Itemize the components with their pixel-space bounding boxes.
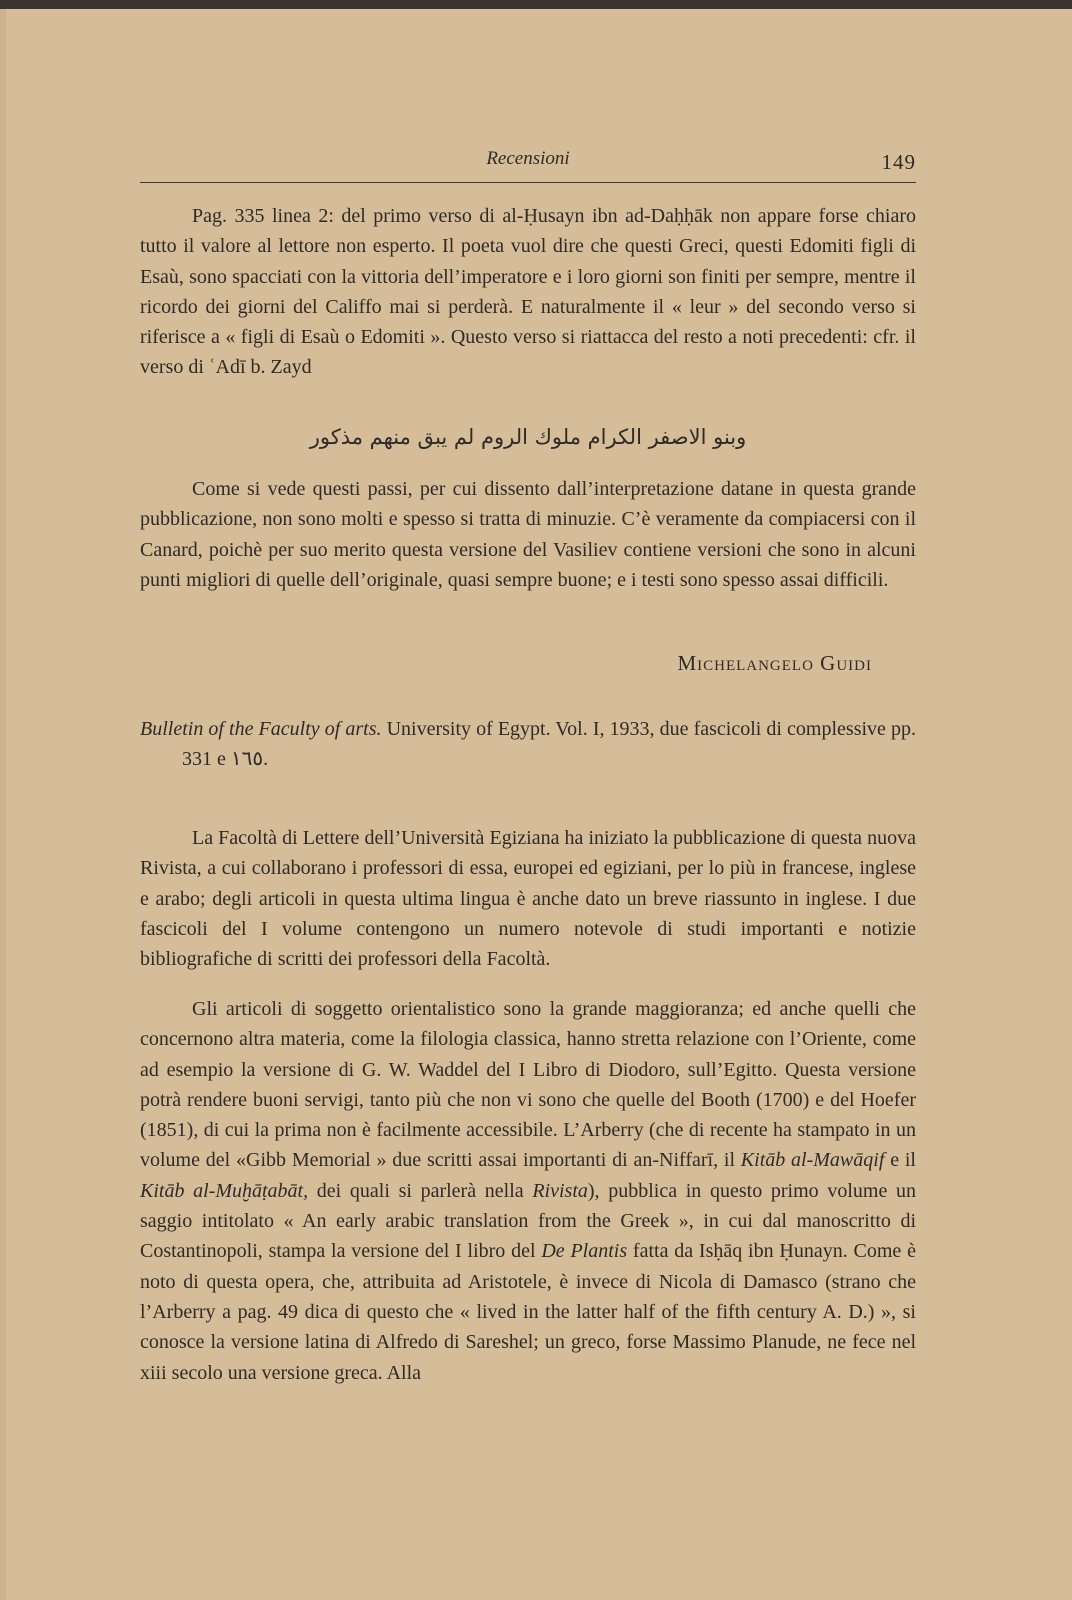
running-title: Recensioni [486, 148, 570, 169]
paragraph-3-text: La Facoltà di Lettere dell’Università Egiziana ha iniziato la pubblicazione di questa nuova Rivista, a cui collaborano i professori di essa, europei ed egiziani, per lo più in francese, inglese e arabo; degli articoli in questa ultima lingua è anche dato un breve riassunto in inglese. I due fascicoli del I volume contengono un numero notevole di studi importanti e notizie bibliografiche di scritti dei professori della Facoltà. [140, 827, 916, 971]
p4-segment-1: Gli articoli di soggetto orientalistico sono la grande maggioranza; ed anche quelli che concernono altra materia, come la filologia classica, hanno stretta relazione con l’Oriente, come ad esempio la versione di G. W. Waddel del I Libro di Diodoro, sull’Egitto. Questa versione potrà rendere buoni servigi, tanto più che non vi sono che quelle del Booth (1700) e del Hoefer (1851), di cui la prima non è facilmente accessibile. L’Arberry (che di recente ha stampato in un volume del «Gibb Memorial » due scritti assai importanti di an-Niffarī, il [140, 998, 916, 1172]
p4-italic-4: De Plantis [541, 1240, 628, 1263]
header-rule [140, 182, 916, 183]
p4-segment-4: ), pubblica in questo primo volume un saggio intitolato « An early arabic translation from the Greek », in cui dal manoscritto di Costantinopoli, stampa la versione del I libro del [140, 1179, 916, 1263]
p4-segment-2: e il [884, 1149, 916, 1172]
running-head [140, 148, 916, 180]
paragraph-3 [140, 823, 916, 974]
review-title-rest: University of Egypt. Vol. I, 1933, due fascicoli di complessive pp. 331 e ١٦٥. [182, 718, 916, 771]
p4-italic-2: Kitāb al-Muḫāṭabāt, [140, 1179, 309, 1202]
paragraph-2-text: Come si vede questi passi, per cui dissento dall’interpretazione datane in questa grande pubblicazione, non sono molti e spesso si tratta di minuzie. C’è veramente da compiacersi con il Canard, poichè per suo merito questa versione del Vasiliev contiene versioni che sono in alcuni punti migliori di quelle dell’originale, quasi sempre buone; e i testi sono spesso assai difficili. [140, 478, 916, 591]
reviewer-signature: Michelangelo Guidi [677, 651, 872, 675]
review-title-italic: Bulletin of the Faculty of arts. [140, 718, 382, 740]
p4-segment-3: dei quali si parlerà nella [308, 1179, 533, 1202]
arabic-verse: وبنو الاصفر الكرام ملوك الروم لم يبق منهم مذكور [309, 425, 747, 449]
paragraph-1-text: Pag. 335 linea 2: del primo verso di al-Ḥusayn ibn ad-Daḥḥāk non appare forse chiaro tutto il valore al lettore non esperto. Il poeta vuol dire che questi Greci, questi Edomiti figli di Esaù, sono spacciati con la vittoria dell’imperatore e i loro giorni son finiti per sempre, mentre il ricordo dei giorni del Califfo mai si perderà. E naturalmente il « leur » del secondo verso si riferisce a « figli di Esaù o Edomiti ». Questo verso si riattacca del resto a noti precedenti: cfr. il verso di ʿAdī b. Zayd [140, 205, 916, 379]
p4-italic-3: Rivista [532, 1179, 588, 1202]
review-heading [140, 714, 916, 775]
paragraph-2 [140, 474, 916, 595]
paragraph-4-text [140, 994, 916, 1388]
paragraph-1 [140, 201, 916, 383]
p4-segment-5: fatta da Isḥāq ibn Ḥunayn. Come è noto di questa opera, che, attribuita ad Aristotele, è invece di Nicola di Damasco (strano che l’Arberry a pag. 49 dica di questo che « lived in the latter half of the fifth century A. D.) », si conosce la versione latina di Alfredo di Sareshel; un greco, forse Massimo Planude, ne fece nel xiii secolo una versione greca. Alla [140, 1240, 916, 1384]
paragraph-4 [140, 994, 916, 1388]
review-heading-text [140, 714, 916, 775]
p4-italic-1: Kitāb al-Mawāqif [740, 1149, 885, 1172]
page-number: 149 [881, 150, 916, 174]
